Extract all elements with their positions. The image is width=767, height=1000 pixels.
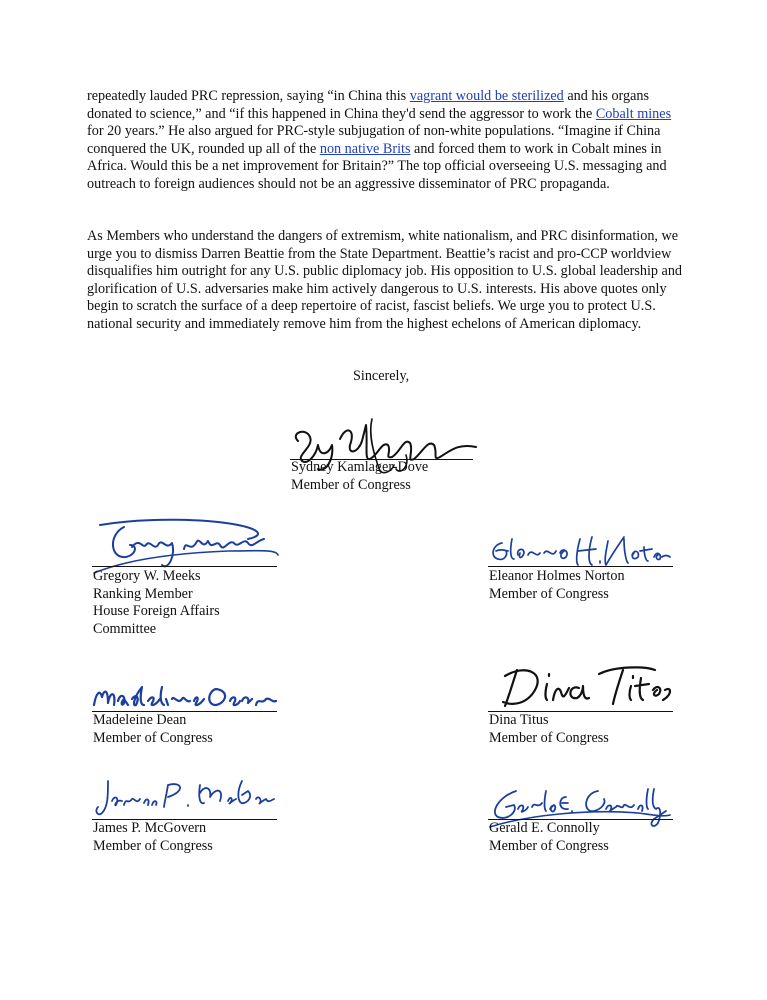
signatory-title: Member of Congress: [291, 476, 411, 493]
signatory-kamlager-dove: [291, 459, 531, 494]
paragraph-request: As Members who understand the dangers of extremism, white nationalism, and PRC disinformation, we urge you to dismiss Darren Beattie from the State Department. Beattie’s racist and pro-CCP worldview disqualifies him outright for any U.S. public diplomacy job. His opposition to U.S. global leadership and glorification of U.S. adversaries make him actively dangerous to U.S. interests. His above quotes only begin to scratch the surface of a deep repertoire of racist, fascist beliefs. We urge you to protect U.S. national security and immediately remove him from the highest echelons of American diplomacy.: [87, 228, 683, 332]
signatory-title: Member of Congress: [489, 585, 609, 602]
signature-dean: [90, 683, 280, 713]
link-non-native-brits[interactable]: non native Brits: [319, 140, 411, 157]
signature-norton: [488, 533, 673, 573]
signatory-mcgovern: [93, 820, 333, 855]
signature-mcgovern: [92, 775, 277, 820]
signatory-name: Dina Titus: [489, 712, 549, 728]
signatory-name: Gerald E. Connolly: [489, 820, 600, 836]
signature-line: [92, 566, 277, 567]
closing-sincerely: Sincerely,: [353, 368, 410, 384]
signatory-name: Gregory W. Meeks: [93, 568, 201, 584]
signatory-titus: [489, 712, 729, 747]
signatory-name: Eleanor Holmes Norton: [489, 568, 625, 584]
signatory-title: Member of Congress: [489, 729, 609, 746]
signatory-title: Member of Congress: [489, 837, 609, 854]
signatory-title: Ranking Member: [93, 585, 193, 602]
link-vagrant-sterilized[interactable]: vagrant would be sterilized: [409, 88, 564, 104]
signatory-name: James P. McGovern: [93, 820, 207, 836]
signatory-title: House Foreign Affairs: [93, 603, 220, 619]
link-cobalt-mines[interactable]: Cobalt mines: [595, 105, 672, 122]
signatory-connolly: [489, 820, 729, 855]
p1-text-4: and forced them to work in Cobalt mines in Africa. Would this be a net improvement for Britain?” The top official overseeing U.S. messaging and outreach to foreign audiences should not be an aggressive disseminator of PRC propaganda.: [87, 140, 667, 192]
signatory-meeks: [93, 568, 333, 638]
signatory-title: Committee: [93, 620, 157, 637]
signatory-title: Member of Congress: [93, 729, 213, 746]
signatory-norton: [489, 568, 729, 603]
signatory-title: Member of Congress: [93, 837, 213, 854]
signatory-dean: [93, 712, 333, 747]
signatory-name: Sydney Kamlager-Dove: [291, 459, 429, 475]
signatory-name: Madeleine Dean: [93, 712, 187, 728]
p1-text-2: and his organs donated to science,” and “if this happened in China they'd send the aggressor to work the: [87, 88, 650, 122]
signature-line: [488, 566, 673, 567]
p1-text-3: for 20 years.” He also argued for PRC-style subjugation of non-white populations. “Imagine if China conquered the UK, rounded up all of the: [87, 123, 661, 157]
signature-titus: [495, 662, 675, 712]
p1-text-1: repeatedly lauded PRC repression, saying “in China this: [87, 88, 410, 104]
paragraph-quotes: [87, 88, 687, 193]
